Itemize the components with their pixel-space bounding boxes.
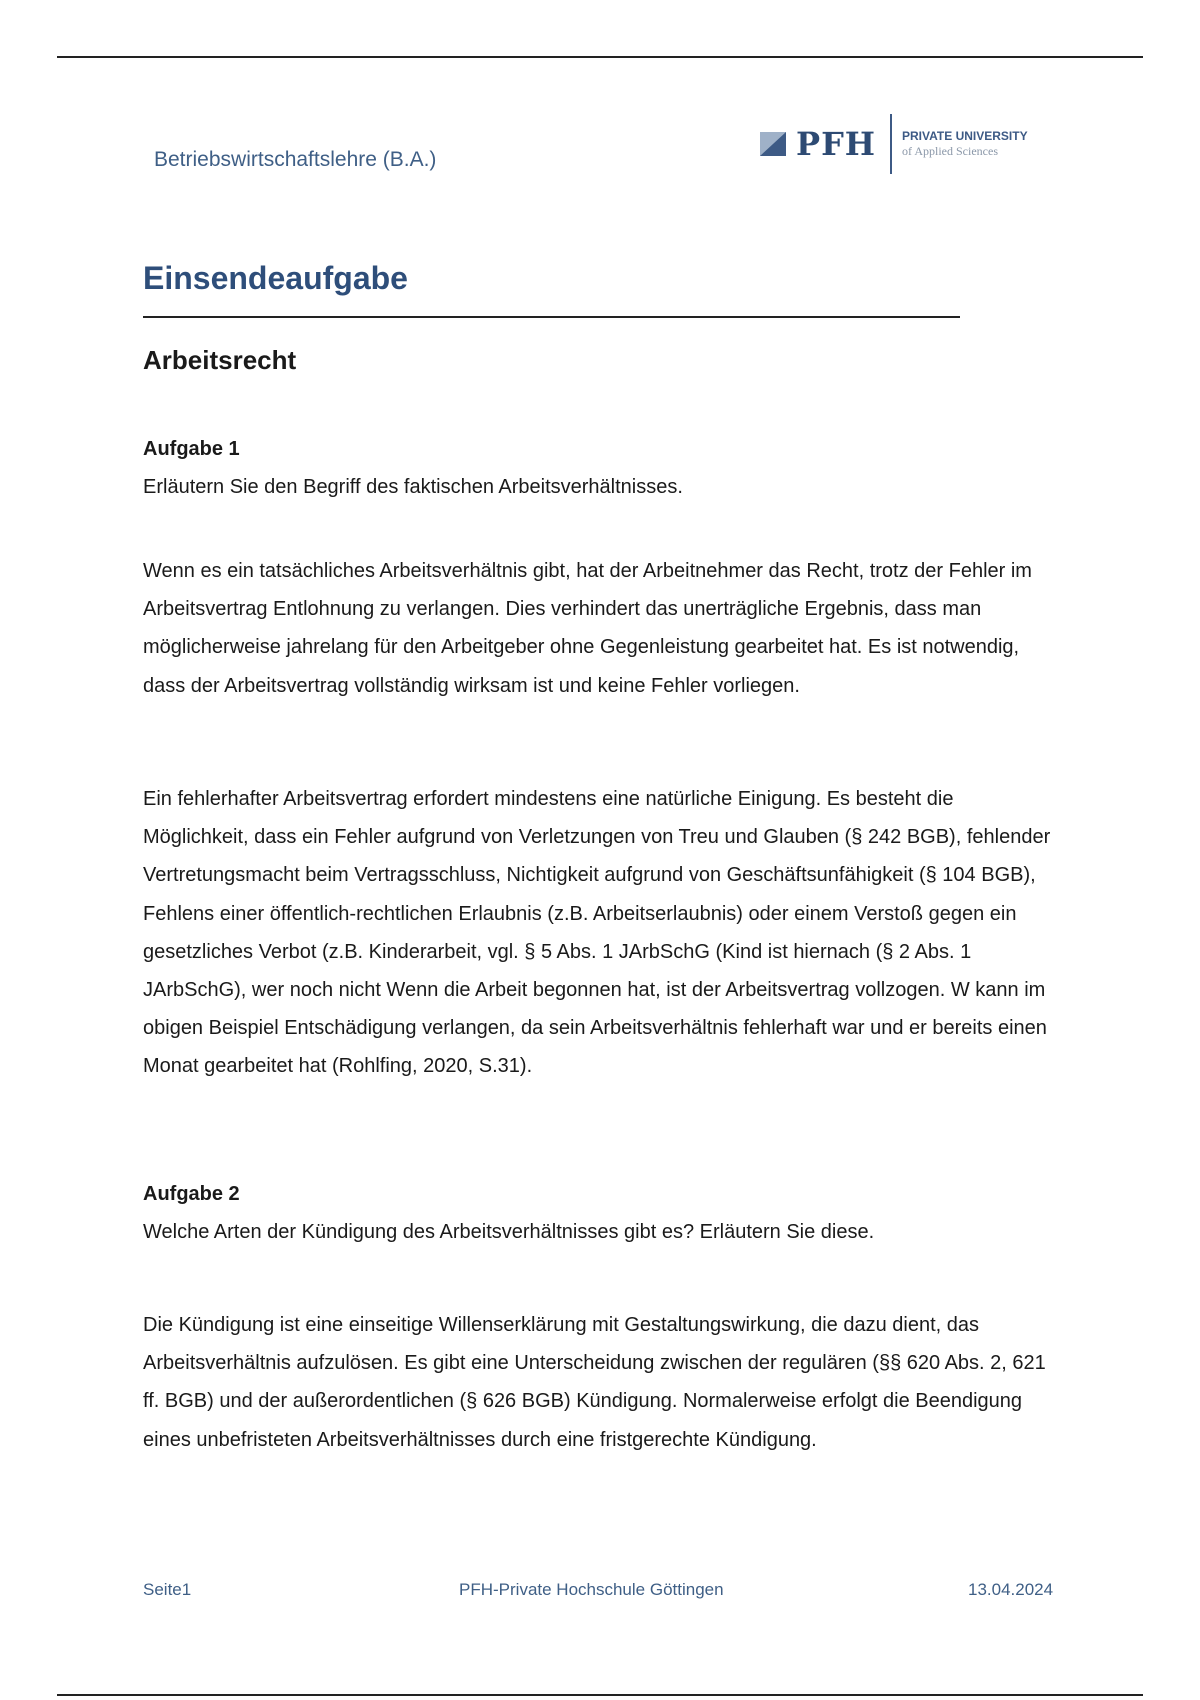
task-1-answer-paragraph-2: [143, 780, 1063, 1086]
logo-subtitle: [902, 129, 1028, 159]
logo-divider: [890, 114, 892, 174]
footer-date: 13.04.2024: [968, 1580, 1054, 1599]
program-name: Betriebswirtschaftslehre (B.A.): [154, 148, 437, 171]
answer-paragraph: Wenn es ein tatsächliches Arbeitsverhältnis gibt, hat der Arbeitnehmer das Recht, trotz der Fehler im Arbeitsvertrag Entlohnung zu verlangen. Dies verhindert das unerträgliche Ergebnis, dass man möglicherweise jahrelang für den Arbeitgeber ohne Gegenleistung gearbeitet hat. Es ist notwendig, dass der Arbeitsvertrag vollständig wirksam ist und keine Fehler vorliegen.: [143, 560, 1032, 697]
footer-page-number: Seite1: [143, 1580, 192, 1599]
task-heading: Aufgabe 1: [143, 438, 240, 460]
title-divider: [143, 316, 960, 318]
pfh-logo: [760, 104, 1050, 184]
pfh-logo-text: PFH: [796, 125, 877, 163]
task-2-answer-paragraph-1: [143, 1306, 1063, 1459]
task-question: Welche Arten der Kündigung des Arbeitsverhältnisses gibt es? Erläutern Sie diese.: [143, 1221, 875, 1244]
top-rule: [57, 56, 1143, 58]
document-title: Einsendeaufgabe: [143, 260, 408, 296]
task-2: [143, 1175, 1063, 1251]
logo-subtitle-line2: of Applied Sciences: [902, 144, 998, 158]
task-heading: Aufgabe 2: [143, 1183, 240, 1205]
document-subject: Arbeitsrecht: [143, 345, 297, 375]
answer-paragraph: Ein fehlerhafter Arbeitsvertrag erfordert mindestens eine natürliche Einigung. Es besteht die Möglichkeit, dass ein Fehler aufgrund von Verletzungen von Treu und Glauben (§ 242 BGB), fehlender Vertretungsmacht beim Vertragsschluss, Nichtigkeit aufgrund von Geschäftsunfähigkeit (§ 104 BGB), Fehlens einer öffentlich-rechtlichen Erlaubnis (z.B. Arbeitserlaubnis) oder einem Verstoß gegen ein gesetzliches Verbot (z.B. Kinderarbeit, vgl. § 5 Abs. 1 JArbSchG (Kind ist hiernach (§ 2 Abs. 1 JArbSchG), wer noch nicht Wenn die Arbeit begonnen hat, ist der Arbeitsvertrag vollzogen. W kann im obigen Beispiel Entschädigung verlangen, da sein Arbeitsverhältnis fehlerhaft war und er bereits einen Monat gearbeitet hat (Rohlfing, 2020, S.31).: [143, 788, 1051, 1078]
footer-institution: PFH-Private Hochschule Göttingen: [459, 1580, 724, 1599]
task-1: [143, 430, 1063, 506]
answer-paragraph: Die Kündigung ist eine einseitige Willenserklärung mit Gestaltungswirkung, die dazu dient, das Arbeitsverhältnis aufzulösen. Es gibt eine Unterscheidung zwischen der regulären (§§ 620 Abs. 2, 621 ff. BGB) und der außerordentlichen (§ 626 BGB) Kündigung. Normalerweise erfolgt die Beendigung eines unbefristeten Arbeitsverhältnisses durch eine fristgerechte Kündigung.: [143, 1314, 1046, 1451]
bottom-rule: [57, 1694, 1143, 1696]
task-question: Erläutern Sie den Begriff des faktischen Arbeitsverhältnisses.: [143, 476, 683, 499]
task-1-answer-paragraph-1: [143, 552, 1063, 705]
pfh-logo-mark-icon: [760, 132, 786, 156]
logo-subtitle-line1: PRIVATE UNIVERSITY: [902, 129, 1028, 143]
